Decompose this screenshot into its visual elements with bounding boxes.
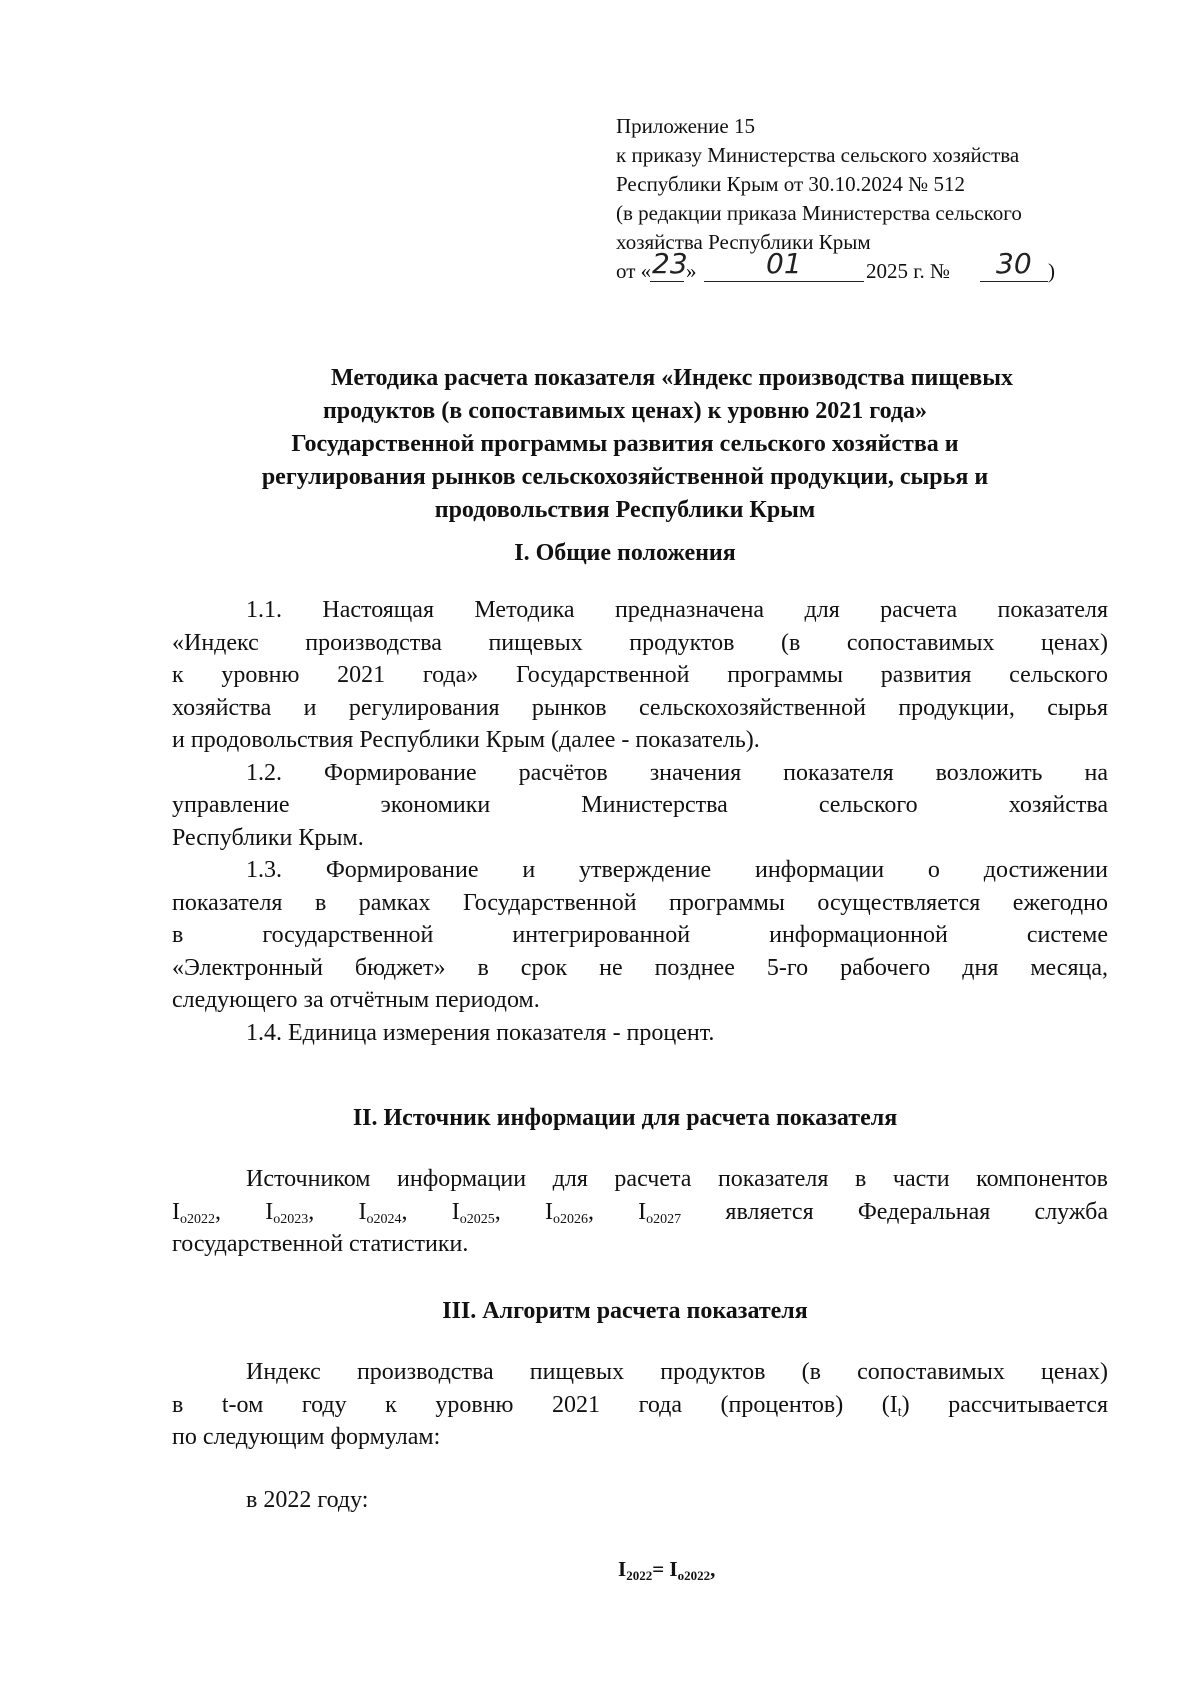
title-line: продуктов (в сопоставимых ценах) к уровню 2021 года» bbox=[322, 398, 928, 424]
year-label: в 2022 году: bbox=[246, 1486, 369, 1513]
month-underline bbox=[704, 281, 864, 282]
handwritten-day: 23 bbox=[652, 247, 688, 280]
paragraph-line: в t-ом году к уровню 2021 года (процентов) $(I_t)$ рассчитывается bbox=[172, 1391, 1108, 1420]
paragraph-line: управление экономики Министерства сельского хозяйства bbox=[172, 792, 1108, 818]
paragraph-line: Республики Крым. bbox=[172, 824, 364, 851]
title-line: Государственной программы развития сельского хозяйства и bbox=[291, 431, 959, 457]
year-number-label: 2025 г. № bbox=[866, 259, 951, 283]
header-line: Республики Крым от 30.10.2024 № 512 bbox=[616, 172, 965, 196]
paragraph-line: к уровню 2021 года» Государственной программы развития сельского bbox=[172, 662, 1108, 688]
paragraph-line: «Электронный бюджет» в срок не позднее 5-го рабочего дня месяца, bbox=[172, 954, 1108, 981]
paragraph-line: и продовольствия Республики Крым (далее - показатель). bbox=[172, 727, 760, 753]
paragraph-line: 1.1. Настоящая Методика предназначена для расчета показателя bbox=[246, 597, 1108, 623]
paragraph-line: в государственной интегрированной информационной системе bbox=[172, 922, 1108, 948]
component-index: $I_{о2022}$, bbox=[172, 1198, 221, 1227]
section-2-body bbox=[172, 1163, 1108, 1261]
paragraph-line: Источником информации для расчета показателя в части компонентов bbox=[246, 1166, 1108, 1192]
day-underline bbox=[650, 281, 684, 282]
component-index: $I_{о2027}$ bbox=[638, 1198, 682, 1227]
header-line: (в редакции приказа Министерства сельского bbox=[616, 201, 1022, 225]
section-heading: I. Общие положения bbox=[514, 540, 736, 566]
paragraph-line: 1.4. Единица измерения показателя - процент. bbox=[246, 1019, 715, 1046]
date-quote-close: » bbox=[686, 259, 697, 283]
components-line bbox=[172, 1196, 1108, 1229]
paragraph-line: хозяйства и регулирования рынков сельскохозяйственной продукции, сырья bbox=[172, 694, 1108, 721]
paragraph-line: показателя в рамках Государственной программы осуществляется ежегодно bbox=[172, 889, 1108, 916]
header-line: Приложение 15 bbox=[616, 114, 755, 138]
paragraph-line: «Индекс производства пищевых продуктов (в сопоставимых ценах) bbox=[172, 629, 1108, 656]
paragraph-line: государственной статистики. bbox=[172, 1231, 469, 1257]
paragraph-line: следующего за отчётным периодом. bbox=[172, 987, 540, 1013]
paragraph-line: Индекс производства пищевых продуктов (в сопоставимых ценах) bbox=[246, 1359, 1108, 1385]
date-prefix: от « bbox=[616, 259, 652, 283]
paragraph-line: 1.2. Формирование расчётов значения показателя возложить на bbox=[246, 759, 1108, 786]
document-title bbox=[160, 362, 1090, 527]
appendix-header bbox=[616, 112, 1096, 289]
header-line: хозяйства Республики Крым bbox=[616, 230, 871, 254]
component-index: $I_{о2024}$, bbox=[358, 1198, 408, 1227]
header-date-line bbox=[616, 247, 1096, 289]
title-line: продовольствия Республики Крым bbox=[434, 497, 816, 523]
formula-2022: $I_{2022}= I_{о2022}$, bbox=[618, 1557, 716, 1583]
component-index: $I_{о2023}$, bbox=[265, 1198, 315, 1227]
number-underline bbox=[980, 281, 1048, 282]
title-line: регулирования рынков сельскохозяйственной продукции, сырья и bbox=[261, 464, 989, 490]
closing-paren: ) bbox=[1048, 259, 1055, 283]
title-line: Методика расчета показателя «Индекс производства пищевых bbox=[331, 365, 1013, 391]
section-heading: II. Источник информации для расчета показателя bbox=[352, 1105, 898, 1131]
section-3-body bbox=[172, 1356, 1108, 1516]
section-heading: III. Алгоритм расчета показателя bbox=[442, 1298, 808, 1324]
header-line: к приказу Министерства сельского хозяйства bbox=[616, 143, 1020, 167]
component-index: $I_{о2026}$, bbox=[544, 1198, 594, 1227]
paragraph-line: 1.3. Формирование и утверждение информации о достижении bbox=[246, 857, 1108, 883]
paragraph-text: является Федеральная служба bbox=[725, 1198, 1108, 1225]
section-1-body bbox=[172, 594, 1108, 1049]
component-index: $I_{о2025}$, bbox=[451, 1198, 501, 1227]
handwritten-month: 01 bbox=[766, 247, 802, 280]
handwritten-number: 30 bbox=[996, 247, 1032, 280]
paragraph-line: по следующим формулам: bbox=[172, 1424, 441, 1450]
